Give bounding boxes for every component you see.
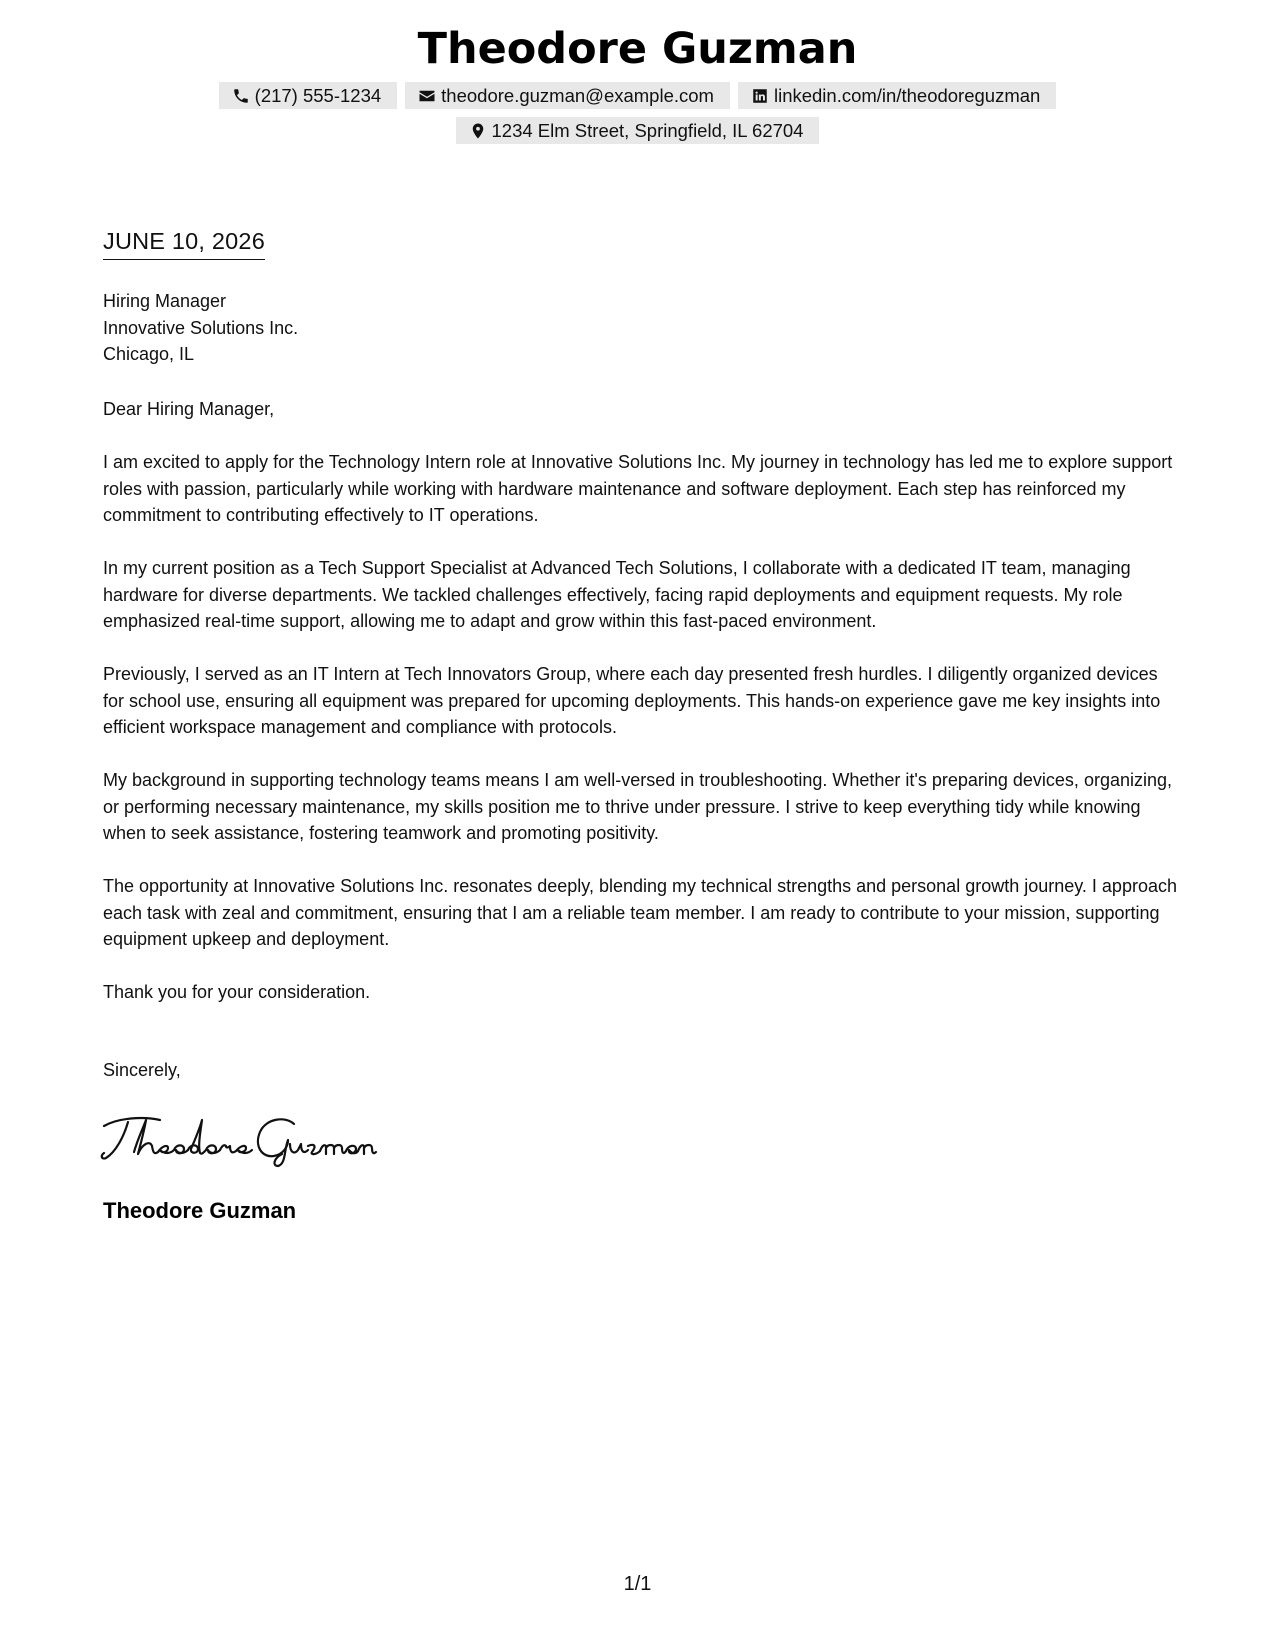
letter-date: JUNE 10, 2026 (103, 228, 265, 260)
body-paragraph: My background in supporting technology teams means I am well-versed in troubleshooting. Whether it's preparing devices, organizing, or performing necessary maintenance, my skills position me to thrive under pressure. I strive to keep everything tidy while knowing when to seek assistance, fostering teamwork and promoting positivity. (103, 770, 1172, 843)
contact-row-secondary (0, 117, 1275, 144)
map-pin-icon (468, 121, 488, 141)
letter-header (0, 18, 1275, 144)
closing-line: Thank you for your consideration. (103, 982, 371, 1002)
recipient-block (103, 288, 298, 368)
body-paragraph: In my current position as a Tech Support Specialist at Advanced Tech Solutions, I collaborate with a dedicated IT team, managing hardware for diverse departments. We tackled challenges effectively, facing rapid deployments and equipment requests. My role emphasized real-time support, allowing me to adapt and grow within this fast-paced environment. (103, 558, 1131, 631)
recipient-location: Chicago, IL (103, 344, 195, 364)
body-paragraph: The opportunity at Innovative Solutions Inc. resonates deeply, blending my technical strengths and personal growth journey. I approach each task with zeal and commitment, ensuring that I am a reliable team member. I am ready to contribute to your mission, supporting equipment upkeep and deployment. (103, 876, 1177, 949)
handwritten-signature (98, 1108, 378, 1168)
phone-icon (231, 86, 251, 106)
street-address: 1234 Elm Street, Springfield, IL 62704 (491, 119, 804, 141)
linkedin-chip (738, 82, 1056, 109)
signoff: Sincerely, (103, 1060, 181, 1080)
sender-name: Theodore Guzman (417, 24, 858, 74)
recipient-company: Innovative Solutions Inc. (103, 317, 299, 338)
phone-number: (217) 555-1234 (254, 84, 382, 106)
phone-chip (219, 82, 398, 109)
linkedin-icon (750, 86, 770, 106)
body-paragraph: I am excited to apply for the Technology Intern role at Innovative Solutions Inc. My journey in technology has led me to explore support roles with passion, particularly while working with hardware maintenance and software deployment. Each step has reinforced my commitment to contributing effectively to IT operations. (103, 452, 1173, 525)
address-chip (456, 117, 820, 144)
email-chip (405, 82, 730, 109)
envelope-icon (417, 86, 437, 106)
salutation: Dear Hiring Manager, (103, 399, 275, 419)
signer-name: Theodore Guzman (103, 1198, 297, 1223)
letter-body (103, 449, 1183, 1032)
linkedin-url: linkedin.com/in/theodoreguzman (773, 84, 1041, 106)
contact-row-primary (0, 82, 1275, 109)
email-address: theodore.guzman@example.com (441, 84, 714, 106)
body-paragraph: Previously, I served as an IT Intern at Tech Innovators Group, where each day presented fresh hurdles. I diligently organized devices for school use, ensuring all equipment was prepared for upcoming deployments. This hands-on experience gave me key insights into efficient workspace management and compliance with protocols. (103, 664, 1161, 737)
recipient-title: Hiring Manager (103, 291, 227, 311)
page-number: 1/1 (623, 1573, 652, 1595)
